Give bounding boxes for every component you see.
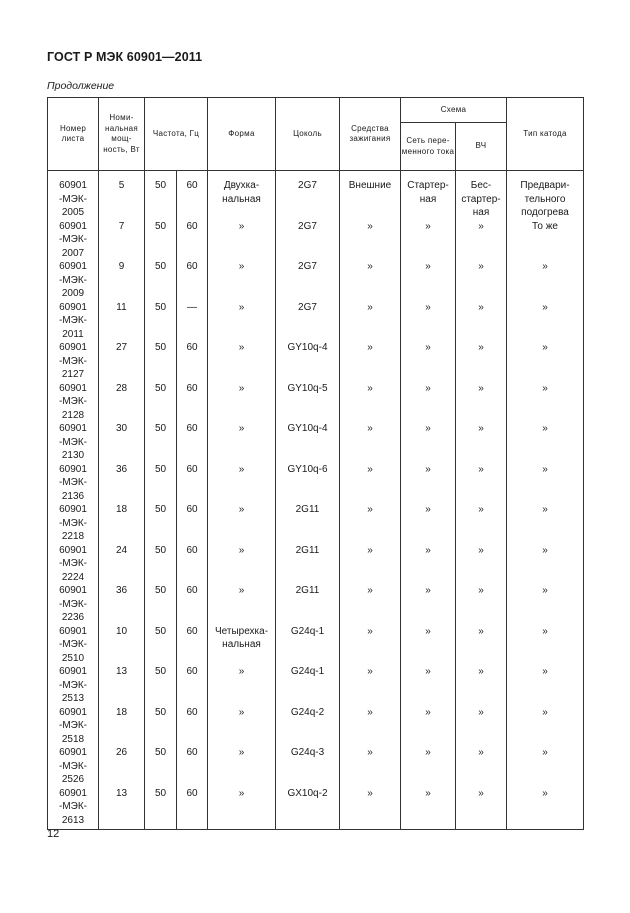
cell-base: 2G7: [276, 301, 340, 342]
cell-sheet-number: 60901 -МЭК- 2136: [48, 463, 99, 504]
cell-cathode-type: »: [507, 746, 584, 787]
cell-frequency-50: 50: [145, 463, 177, 504]
cell-cathode-type: »: [507, 341, 584, 382]
cell-ac-mains: »: [401, 706, 456, 747]
table-row: [48, 422, 584, 463]
lamp-spec-table: [47, 97, 584, 830]
cell-shape: »: [208, 301, 276, 342]
cell-frequency-60: 60: [177, 260, 208, 301]
cell-frequency-60: —: [177, 301, 208, 342]
cell-shape: »: [208, 665, 276, 706]
cell-hf: »: [456, 544, 507, 585]
cell-sheet-number: 60901 -МЭК- 2513: [48, 665, 99, 706]
table-row: [48, 706, 584, 747]
cell-hf: »: [456, 584, 507, 625]
cell-shape: »: [208, 503, 276, 544]
cell-base: 2G7: [276, 171, 340, 220]
cell-hf: »: [456, 463, 507, 504]
cell-cathode-type: »: [507, 584, 584, 625]
cell-frequency-50: 50: [145, 220, 177, 261]
cell-ac-mains: Стартер-ная: [401, 171, 456, 220]
cell-shape: »: [208, 746, 276, 787]
cell-cathode-type: »: [507, 301, 584, 342]
cell-cathode-type: »: [507, 625, 584, 666]
cell-sheet-number: 60901 -МЭК- 2011: [48, 301, 99, 342]
cell-rated-power: 18: [99, 503, 145, 544]
cell-cathode-type: »: [507, 260, 584, 301]
cell-ignition: »: [340, 220, 401, 261]
cell-ignition: »: [340, 746, 401, 787]
cell-hf: »: [456, 422, 507, 463]
cell-ac-mains: »: [401, 625, 456, 666]
cell-ac-mains: »: [401, 665, 456, 706]
cell-rated-power: 30: [99, 422, 145, 463]
header-scheme: Схема: [401, 98, 507, 123]
cell-rated-power: 18: [99, 706, 145, 747]
table-row: [48, 503, 584, 544]
cell-hf: »: [456, 665, 507, 706]
cell-cathode-type: »: [507, 787, 584, 830]
cell-shape: »: [208, 341, 276, 382]
cell-frequency-60: 60: [177, 706, 208, 747]
header-frequency: Частота, Гц: [145, 98, 208, 171]
cell-ac-mains: »: [401, 422, 456, 463]
cell-rated-power: 7: [99, 220, 145, 261]
cell-frequency-60: 60: [177, 665, 208, 706]
table-row: [48, 341, 584, 382]
cell-rated-power: 27: [99, 341, 145, 382]
cell-frequency-60: 60: [177, 422, 208, 463]
cell-ac-mains: »: [401, 382, 456, 423]
cell-cathode-type: »: [507, 503, 584, 544]
cell-rated-power: 10: [99, 625, 145, 666]
cell-rated-power: 11: [99, 301, 145, 342]
cell-ac-mains: »: [401, 503, 456, 544]
cell-base: 2G11: [276, 503, 340, 544]
table-row: [48, 544, 584, 585]
cell-rated-power: 9: [99, 260, 145, 301]
cell-ignition: »: [340, 665, 401, 706]
cell-ac-mains: »: [401, 787, 456, 830]
cell-ac-mains: »: [401, 584, 456, 625]
header-ac-mains: Сеть пере-менного тока: [401, 123, 456, 171]
cell-hf: »: [456, 301, 507, 342]
cell-shape: »: [208, 544, 276, 585]
header-base: Цоколь: [276, 98, 340, 171]
header-rated-power: Номи-нальная мощ-ность, Вт: [99, 98, 145, 171]
cell-frequency-60: 60: [177, 171, 208, 220]
cell-hf: »: [456, 706, 507, 747]
cell-ac-mains: »: [401, 301, 456, 342]
cell-cathode-type: »: [507, 382, 584, 423]
cell-frequency-50: 50: [145, 341, 177, 382]
cell-sheet-number: 60901 -МЭК- 2510: [48, 625, 99, 666]
cell-ignition: »: [340, 503, 401, 544]
continuation-label: Продолжение: [47, 80, 115, 92]
cell-hf: »: [456, 382, 507, 423]
cell-sheet-number: 60901 -МЭК- 2236: [48, 584, 99, 625]
cell-shape: »: [208, 584, 276, 625]
cell-ignition: »: [340, 382, 401, 423]
table-row: [48, 665, 584, 706]
cell-shape: Двухка-нальная: [208, 171, 276, 220]
cell-frequency-60: 60: [177, 787, 208, 830]
cell-frequency-50: 50: [145, 787, 177, 830]
cell-shape: »: [208, 463, 276, 504]
header-shape: Форма: [208, 98, 276, 171]
cell-base: G24q-3: [276, 746, 340, 787]
header-hf: ВЧ: [456, 123, 507, 171]
cell-frequency-50: 50: [145, 503, 177, 544]
cell-base: GY10q-5: [276, 382, 340, 423]
cell-frequency-60: 60: [177, 382, 208, 423]
cell-sheet-number: 60901 -МЭК- 2218: [48, 503, 99, 544]
cell-hf: »: [456, 260, 507, 301]
table-body: [48, 171, 584, 830]
cell-cathode-type: »: [507, 544, 584, 585]
cell-shape: »: [208, 382, 276, 423]
cell-ignition: »: [340, 463, 401, 504]
cell-frequency-50: 50: [145, 260, 177, 301]
cell-base: GX10q-2: [276, 787, 340, 830]
cell-cathode-type: Предвари-тельного подогрева: [507, 171, 584, 220]
cell-ignition: »: [340, 260, 401, 301]
cell-frequency-50: 50: [145, 584, 177, 625]
cell-rated-power: 13: [99, 665, 145, 706]
cell-ignition: »: [340, 301, 401, 342]
table-row: [48, 301, 584, 342]
cell-base: 2G7: [276, 220, 340, 261]
cell-base: 2G7: [276, 260, 340, 301]
document-code: ГОСТ Р МЭК 60901—2011: [47, 50, 203, 64]
cell-rated-power: 5: [99, 171, 145, 220]
cell-ac-mains: »: [401, 746, 456, 787]
table-row: [48, 625, 584, 666]
cell-sheet-number: 60901 -МЭК- 2005: [48, 171, 99, 220]
cell-hf: »: [456, 746, 507, 787]
cell-frequency-50: 50: [145, 301, 177, 342]
cell-frequency-50: 50: [145, 171, 177, 220]
cell-sheet-number: 60901 -МЭК- 2009: [48, 260, 99, 301]
table-row: [48, 382, 584, 423]
cell-hf: Бес-стартер-ная: [456, 171, 507, 220]
table-row: [48, 584, 584, 625]
cell-hf: »: [456, 220, 507, 261]
cell-frequency-50: 50: [145, 382, 177, 423]
cell-ignition: »: [340, 787, 401, 830]
cell-shape: »: [208, 260, 276, 301]
cell-shape: »: [208, 422, 276, 463]
cell-rated-power: 13: [99, 787, 145, 830]
cell-frequency-60: 60: [177, 220, 208, 261]
cell-cathode-type: »: [507, 463, 584, 504]
page-number: 12: [47, 828, 60, 840]
cell-ignition: »: [340, 584, 401, 625]
cell-ignition: »: [340, 341, 401, 382]
cell-ac-mains: »: [401, 260, 456, 301]
cell-frequency-50: 50: [145, 422, 177, 463]
cell-ac-mains: »: [401, 544, 456, 585]
cell-base: GY10q-6: [276, 463, 340, 504]
cell-frequency-50: 50: [145, 706, 177, 747]
cell-sheet-number: 60901 -МЭК- 2127: [48, 341, 99, 382]
table-row: [48, 260, 584, 301]
cell-base: GY10q-4: [276, 422, 340, 463]
cell-sheet-number: 60901 -МЭК- 2526: [48, 746, 99, 787]
cell-shape: »: [208, 706, 276, 747]
cell-frequency-60: 60: [177, 341, 208, 382]
cell-base: G24q-1: [276, 625, 340, 666]
cell-rated-power: 24: [99, 544, 145, 585]
cell-sheet-number: 60901 -МЭК- 2224: [48, 544, 99, 585]
cell-rated-power: 36: [99, 463, 145, 504]
cell-base: 2G11: [276, 544, 340, 585]
cell-ignition: »: [340, 625, 401, 666]
cell-shape: »: [208, 220, 276, 261]
table-row: [48, 171, 584, 220]
cell-hf: »: [456, 787, 507, 830]
table-row: [48, 746, 584, 787]
header-sheet-number: Номер листа: [48, 98, 99, 171]
cell-hf: »: [456, 341, 507, 382]
cell-shape: »: [208, 787, 276, 830]
cell-frequency-60: 60: [177, 746, 208, 787]
cell-frequency-60: 60: [177, 625, 208, 666]
cell-ignition: »: [340, 706, 401, 747]
cell-base: G24q-2: [276, 706, 340, 747]
cell-base: G24q-1: [276, 665, 340, 706]
cell-base: 2G11: [276, 584, 340, 625]
cell-sheet-number: 60901 -МЭК- 2613: [48, 787, 99, 830]
cell-sheet-number: 60901 -МЭК- 2518: [48, 706, 99, 747]
cell-sheet-number: 60901 -МЭК- 2007: [48, 220, 99, 261]
cell-rated-power: 28: [99, 382, 145, 423]
cell-shape: Четырехка-нальная: [208, 625, 276, 666]
table-row: [48, 787, 584, 830]
cell-base: GY10q-4: [276, 341, 340, 382]
cell-ignition: Внешние: [340, 171, 401, 220]
header-cathode-type: Тип катода: [507, 98, 584, 171]
cell-sheet-number: 60901 -МЭК- 2128: [48, 382, 99, 423]
cell-cathode-type: То же: [507, 220, 584, 261]
cell-rated-power: 36: [99, 584, 145, 625]
header-ignition: Средства зажигания: [340, 98, 401, 171]
cell-frequency-60: 60: [177, 463, 208, 504]
cell-cathode-type: »: [507, 706, 584, 747]
cell-ac-mains: »: [401, 220, 456, 261]
cell-rated-power: 26: [99, 746, 145, 787]
cell-sheet-number: 60901 -МЭК- 2130: [48, 422, 99, 463]
cell-hf: »: [456, 503, 507, 544]
table-row: [48, 220, 584, 261]
cell-frequency-50: 50: [145, 625, 177, 666]
cell-frequency-50: 50: [145, 665, 177, 706]
cell-ac-mains: »: [401, 463, 456, 504]
cell-ac-mains: »: [401, 341, 456, 382]
cell-frequency-60: 60: [177, 584, 208, 625]
cell-ignition: »: [340, 422, 401, 463]
table-row: [48, 463, 584, 504]
cell-frequency-50: 50: [145, 746, 177, 787]
cell-frequency-60: 60: [177, 544, 208, 585]
cell-hf: »: [456, 625, 507, 666]
cell-ignition: »: [340, 544, 401, 585]
cell-frequency-50: 50: [145, 544, 177, 585]
cell-cathode-type: »: [507, 665, 584, 706]
cell-frequency-60: 60: [177, 503, 208, 544]
cell-cathode-type: »: [507, 422, 584, 463]
